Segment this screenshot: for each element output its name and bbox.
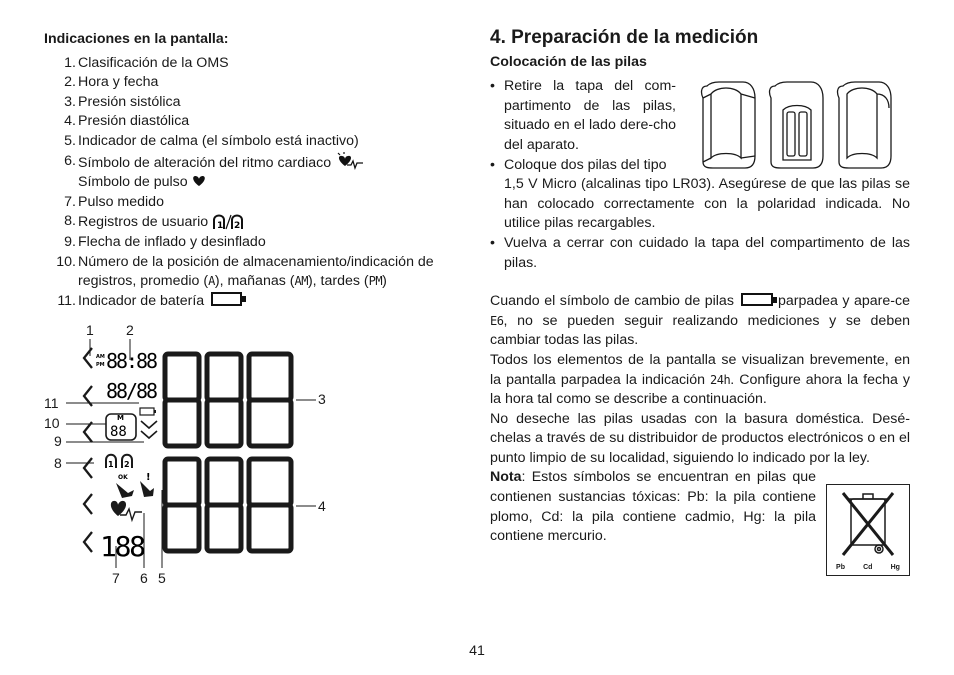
section-title: 4. Preparación de la medición	[490, 27, 759, 48]
morning-symbol: AM	[294, 274, 308, 289]
paragraph: Cuando el símbolo de cambio de pilas parpadea y apare-ce E6, no se pueden seguir realizando mediciones y se deben cambiar todas las pilas.	[490, 293, 911, 349]
systolic-digits	[165, 354, 291, 446]
rest-warning-indicator: !	[146, 472, 151, 483]
list-item: 8. Registros de usuario 1 2	[44, 212, 469, 233]
average-symbol: A	[208, 274, 215, 289]
battery-lcd-icon	[140, 408, 156, 415]
user-memory-icon	[212, 212, 246, 230]
section-heading: Indicaciones en la pantalla:	[44, 31, 229, 47]
list-item: 7. Pulso medido	[64, 193, 164, 210]
am-indicator: AM	[96, 354, 105, 360]
crossed-bin-icon	[827, 485, 909, 563]
date-display: 88/88	[106, 379, 158, 403]
irregular-heartbeat-icon	[335, 152, 365, 170]
paragraph: Todos los elementos de la pantalla se visualizan brevemente, en la pantalla parpadea la indicación 24h. Configure ahora la fecha y la hora tal como se describe a continuación.	[490, 351, 910, 408]
lead-label: Pb	[836, 564, 845, 571]
e6-symbol: E6	[490, 313, 504, 328]
lcd-display-diagram	[44, 318, 344, 590]
note-paragraph: Nota: Estos símbolos se encuentran en pilas que contienen sustancias tóxicas: Pb: la pila contiene plomo, Cd: la pila contiene cadmio, Hg: la pila contiene mercurio.	[490, 469, 816, 545]
indications-list	[44, 54, 469, 312]
battery-icon	[741, 293, 773, 306]
who-classification-brackets	[84, 348, 92, 552]
paragraph: No deseche las pilas usadas con la basura doméstica. Desé-chelas a través de su distribuidor de productos electrónicos o en el punto limpio de su localidad, siguiendo lo indicado por la ley.	[490, 410, 910, 466]
pm-indicator: PM	[96, 362, 105, 368]
list-item: 11. Indicador de batería	[44, 292, 469, 312]
list-item: 3. Presión sistólica	[64, 93, 181, 110]
list-item: 1. Clasificación de la OMS	[64, 54, 229, 71]
callout-11: 11	[44, 395, 59, 411]
callout-10: 10	[44, 415, 60, 431]
list-item: 9. Flecha de inflado y desinflado	[64, 233, 266, 250]
list-item: 10. Número de la posición de almacenamiento/indicación de registros, promedio (A), mañanas (AM), tardes (PM)	[56, 253, 434, 290]
page-number: 41	[469, 643, 485, 659]
evening-symbol: PM	[368, 274, 383, 289]
battery-icon	[211, 292, 242, 306]
list-item: 6. Símbolo de alteración del ritmo cardiaco Símbolo de pulso	[44, 152, 469, 193]
memory-box	[106, 414, 136, 440]
list-item: 5. Indicador de calma (el símbolo está inactivo)	[64, 132, 359, 149]
mercury-label: Hg	[890, 564, 900, 571]
svg-text:2: 2	[234, 221, 241, 231]
battery-disposal-symbol	[826, 484, 910, 576]
list-item: 2. Hora y fecha	[64, 74, 159, 91]
bullet-item: • Coloque dos pilas del tipo 1,5 V Micro (alcalinas tipo LR03). Asegúrese de que las pilas se han colocado correctamente con la polaridad indicada. No utilice pilas recargables.	[490, 156, 910, 232]
lcd-heart-icon	[111, 501, 142, 520]
svg-text:M: M	[117, 414, 124, 422]
callout-2: 2	[126, 322, 134, 338]
pulse-display: 188	[100, 530, 146, 563]
list-item: 4. Presión diastólica	[64, 113, 190, 130]
ok-indicator: OK	[118, 474, 128, 481]
callout-6: 6	[140, 570, 148, 586]
pulse-heart-icon	[192, 174, 206, 187]
bullet-item: • Vuelva a cerrar con cuidado la tapa del compartimento de las pilas.	[490, 234, 910, 271]
24h-symbol: 24h	[710, 372, 731, 387]
user-memory-lcd-icon	[106, 455, 132, 469]
callout-1: 1	[86, 322, 94, 338]
diastolic-digits	[165, 459, 291, 551]
svg-text:88: 88	[110, 424, 127, 440]
svg-text:1: 1	[217, 221, 224, 231]
cadmium-label: Cd	[863, 564, 873, 571]
section-subtitle: Colocación de las pilas	[490, 53, 647, 70]
svg-text:1: 1	[108, 460, 114, 469]
device-batteries	[770, 82, 823, 168]
battery-compartment-illustrations	[695, 80, 913, 172]
callout-7: 7	[112, 570, 120, 586]
svg-text:2: 2	[124, 460, 130, 469]
callout-8: 8	[54, 455, 62, 471]
rest-indicator-icon	[116, 481, 154, 498]
callout-9: 9	[54, 433, 62, 449]
bullet-item: • Retire la tapa del com-partimento de las pilas, situado en el lado dere-cho del aparato.	[490, 78, 676, 153]
time-display: 88:88	[106, 349, 158, 373]
display-indications-section	[44, 30, 469, 311]
callout-4: 4	[318, 498, 326, 514]
callout-5: 5	[158, 570, 166, 586]
inflate-deflate-arrows	[141, 421, 157, 438]
callout-3: 3	[318, 391, 326, 407]
